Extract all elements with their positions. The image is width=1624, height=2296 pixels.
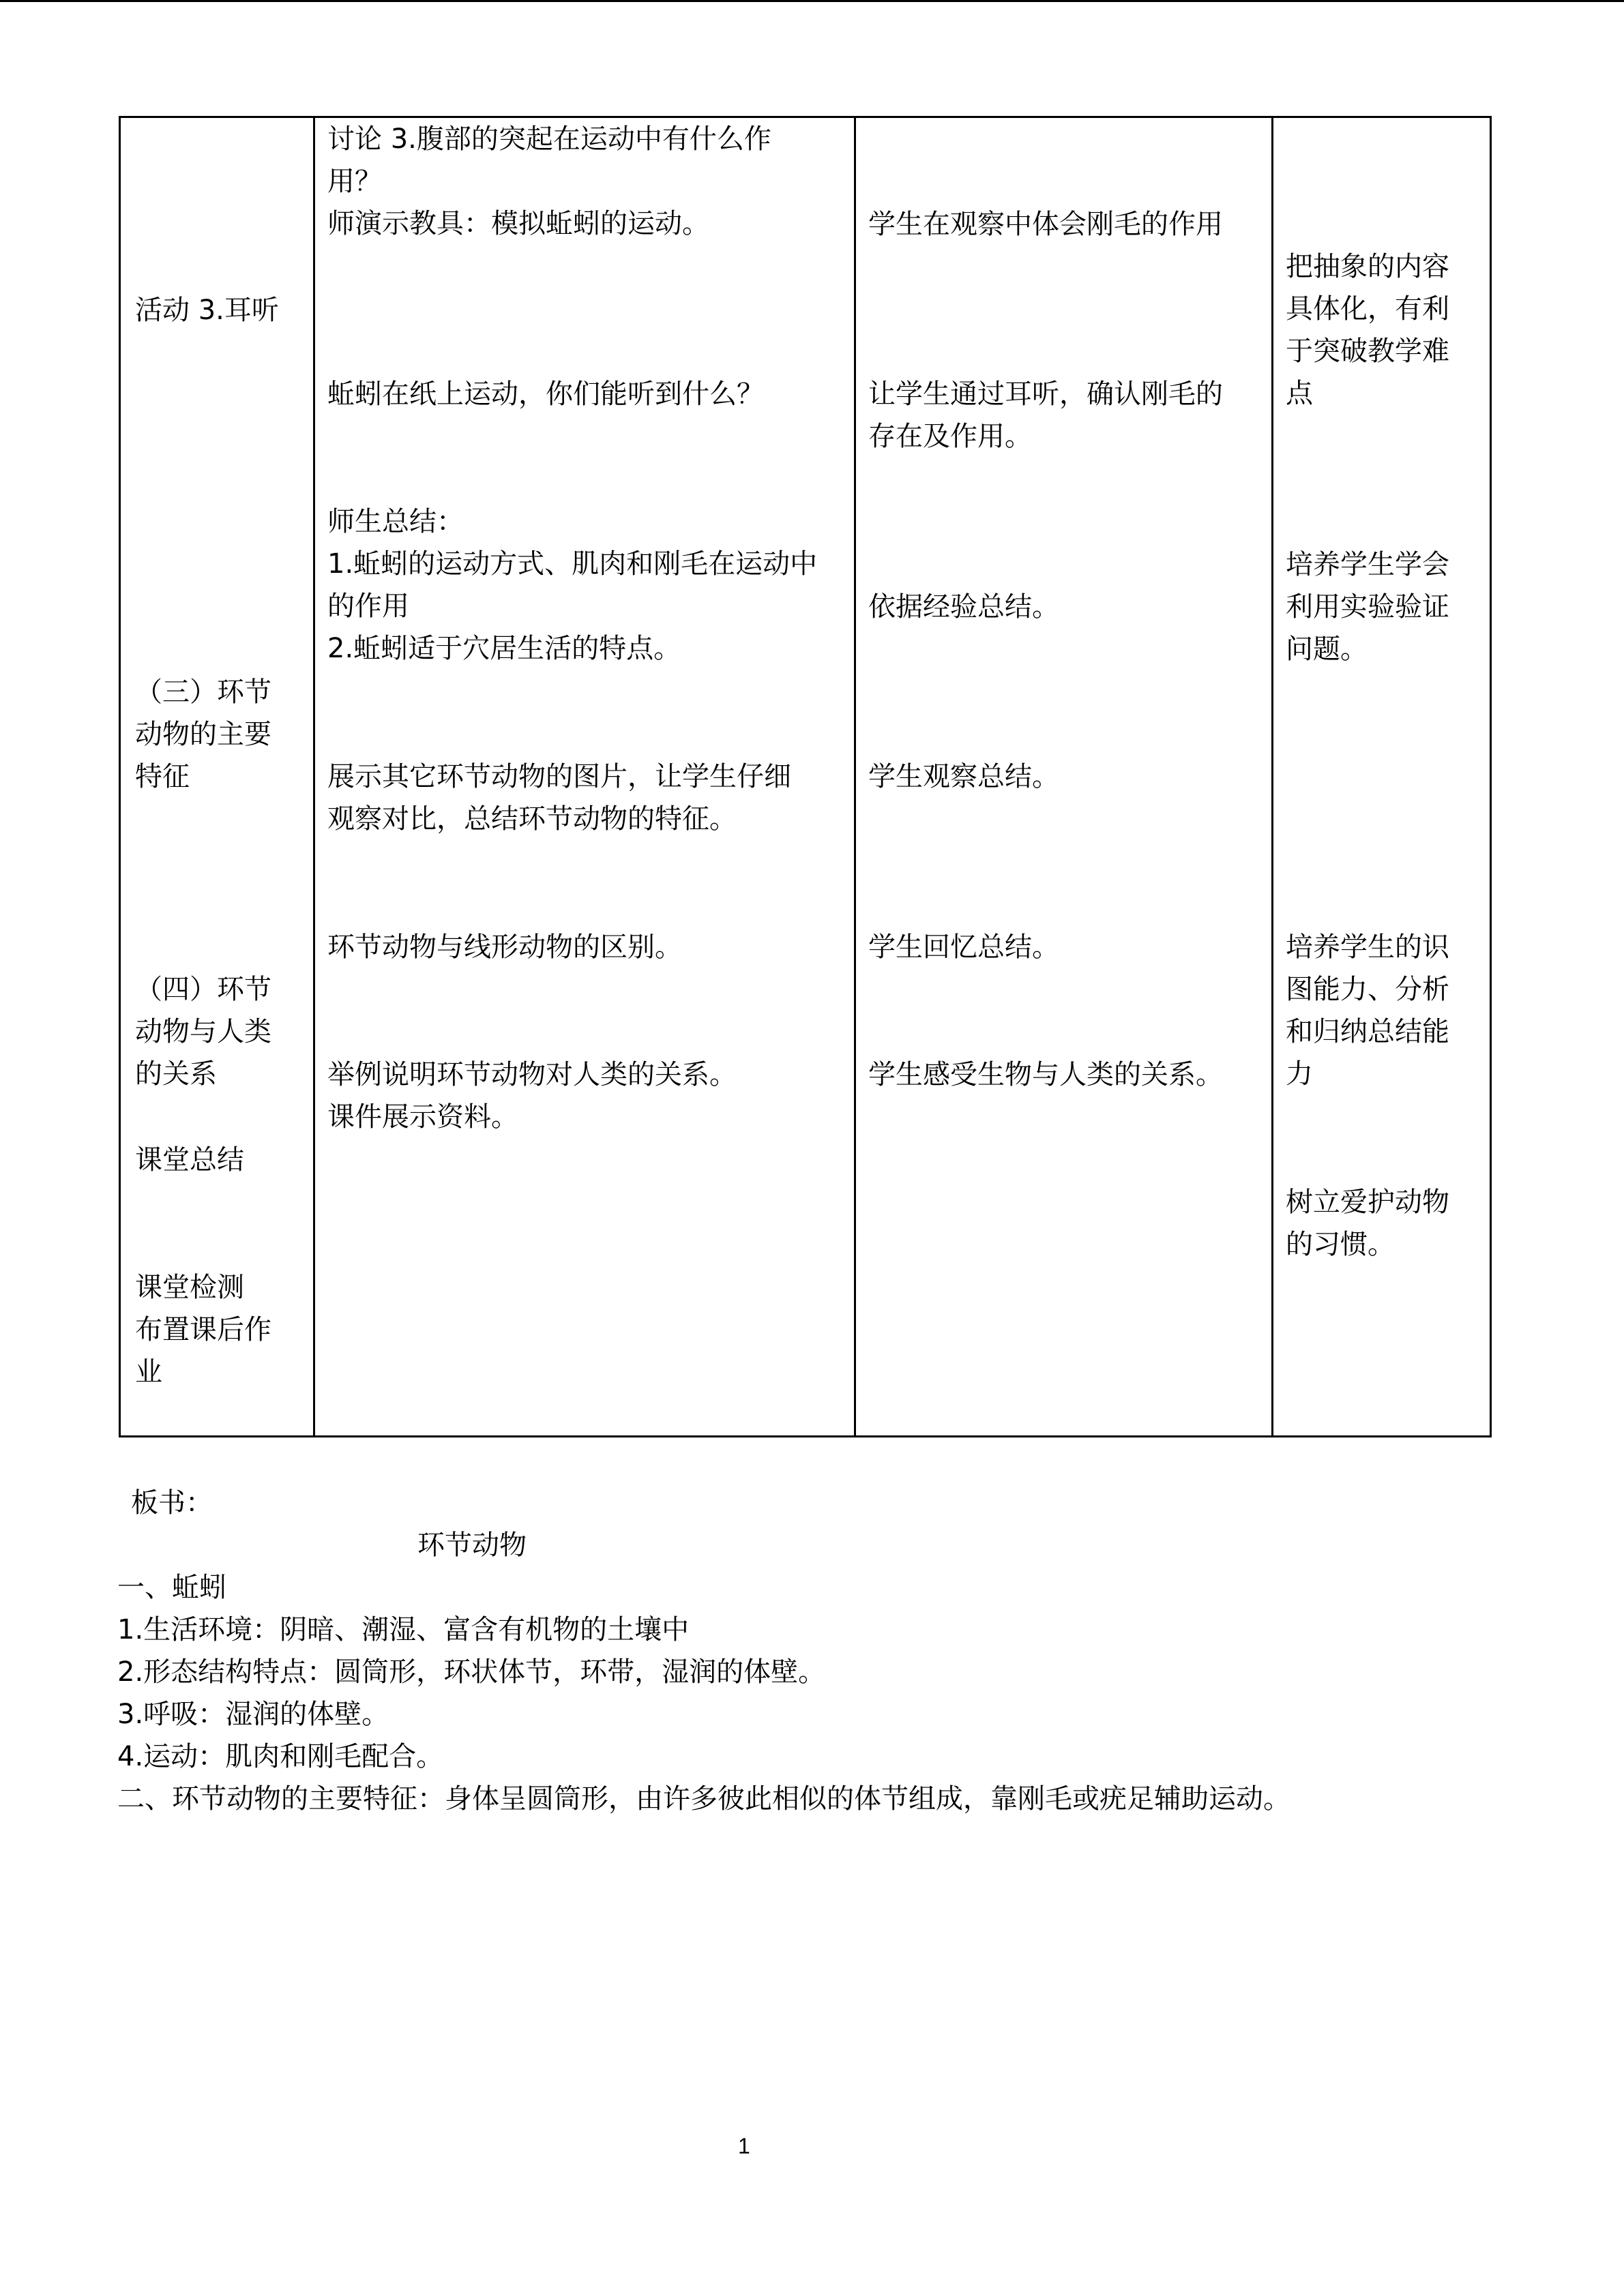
text-line: 特征 xyxy=(135,761,190,792)
text-line: 动物与人类 xyxy=(135,1016,271,1047)
text-line: 2.蚯蚓适于穴居生活的特点。 xyxy=(327,633,681,664)
text-line: 图能力、分析 xyxy=(1286,974,1449,1005)
text-line: （四）环节 xyxy=(135,974,271,1005)
text-line: 课件展示资料。 xyxy=(327,1101,518,1133)
text-line: 树立爱护动物 xyxy=(1286,1187,1449,1218)
board-item: 1.生活环境：阴暗、潮湿、富含有机物的土壤中 xyxy=(117,1614,690,1645)
col3-experience: 依据经验总结。 xyxy=(868,591,1059,623)
col2-relation xyxy=(327,1054,737,1138)
col2-discussion xyxy=(327,118,771,245)
col2-difference: 环节动物与线形动物的区别。 xyxy=(327,931,682,963)
board-item: 一、蚯蚓 xyxy=(117,1572,226,1603)
text-line: 问题。 xyxy=(1286,633,1368,665)
text-line: （三）环节 xyxy=(135,676,271,708)
text-line: 布置课后作 xyxy=(135,1314,271,1345)
text-line: 的习惯。 xyxy=(1286,1229,1395,1260)
text-line: 利用实验验证 xyxy=(1286,591,1449,623)
text-line: 具体化，有利 xyxy=(1286,293,1449,325)
board-title: 环节动物 xyxy=(417,1530,527,1561)
table-column-divider xyxy=(313,118,315,1435)
text-line: 培养学生的识 xyxy=(1286,931,1449,963)
text-line: 师演示教具：模拟蚯蚓的运动。 xyxy=(327,208,709,239)
col3-recall: 学生回忆总结。 xyxy=(868,931,1059,963)
text-line: 的关系 xyxy=(135,1058,217,1090)
col1-activity3: 活动 3.耳听 xyxy=(135,295,279,326)
board-label: 板书： xyxy=(131,1487,213,1519)
text-line: 培养学生学会 xyxy=(1286,549,1449,580)
text-line: 存在及作用。 xyxy=(868,421,1032,452)
col1-summary: 课堂总结 xyxy=(135,1144,244,1176)
text-line: 于突破教学难 xyxy=(1286,336,1449,367)
text-line: 让学生通过耳听，确认刚毛的 xyxy=(868,378,1223,410)
text-line: 讨论 3.腹部的突起在运动中有什么作 xyxy=(327,123,771,155)
text-line: 用？ xyxy=(327,166,382,197)
col4-care xyxy=(1286,1181,1449,1266)
table-column-divider xyxy=(854,118,856,1435)
text-line: 把抽象的内容 xyxy=(1286,251,1449,282)
table-column-divider xyxy=(1271,118,1273,1435)
col2-listen: 蚯蚓在纸上运动，你们能听到什么？ xyxy=(327,378,764,410)
col1-section3 xyxy=(135,671,271,798)
text-line: 课堂检测 xyxy=(135,1272,244,1303)
col1-section4 xyxy=(135,968,271,1095)
col3-listen-confirm xyxy=(868,373,1223,458)
col3-feel-relation: 学生感受生物与人类的关系。 xyxy=(868,1059,1223,1090)
text-line: 力 xyxy=(1286,1058,1313,1090)
board-item: 3.呼吸：湿润的体壁。 xyxy=(117,1699,389,1730)
text-line: 点 xyxy=(1286,378,1313,409)
col4-concrete xyxy=(1286,245,1449,415)
board-item: 2.形态结构特点：圆筒形，环状体节，环带，湿润的体壁。 xyxy=(117,1656,826,1688)
text-line: 1.蚯蚓的运动方式、肌肉和刚毛在运动中 xyxy=(327,548,818,580)
text-line: 和归纳总结能 xyxy=(1286,1016,1449,1047)
board-item: 4.运动：肌肉和刚毛配合。 xyxy=(117,1741,444,1772)
text-line: 动物的主要 xyxy=(135,719,271,750)
page-number: 1 xyxy=(738,2134,750,2158)
col4-experiment xyxy=(1286,543,1449,670)
text-line: 的作用 xyxy=(327,591,409,622)
text-line: 展示其它环节动物的图片，让学生仔细 xyxy=(327,761,791,792)
board-item: 二、环节动物的主要特征：身体呈圆筒形，由许多彼此相似的体节组成，靠刚毛或疣足辅助运动。 xyxy=(117,1783,1290,1815)
col2-show-pictures xyxy=(327,756,791,840)
col3-observe-bristle: 学生在观察中体会刚毛的作用 xyxy=(868,209,1223,240)
col3-observe-summary: 学生观察总结。 xyxy=(868,761,1059,792)
col4-ability xyxy=(1286,926,1449,1095)
col2-conclusion xyxy=(327,501,817,670)
col1-test xyxy=(135,1266,271,1393)
text-line: 业 xyxy=(135,1356,162,1388)
text-line: 观察对比，总结环节动物的特征。 xyxy=(327,803,737,835)
text-line: 师生总结： xyxy=(327,506,464,537)
text-line: 举例说明环节动物对人类的关系。 xyxy=(327,1059,737,1090)
